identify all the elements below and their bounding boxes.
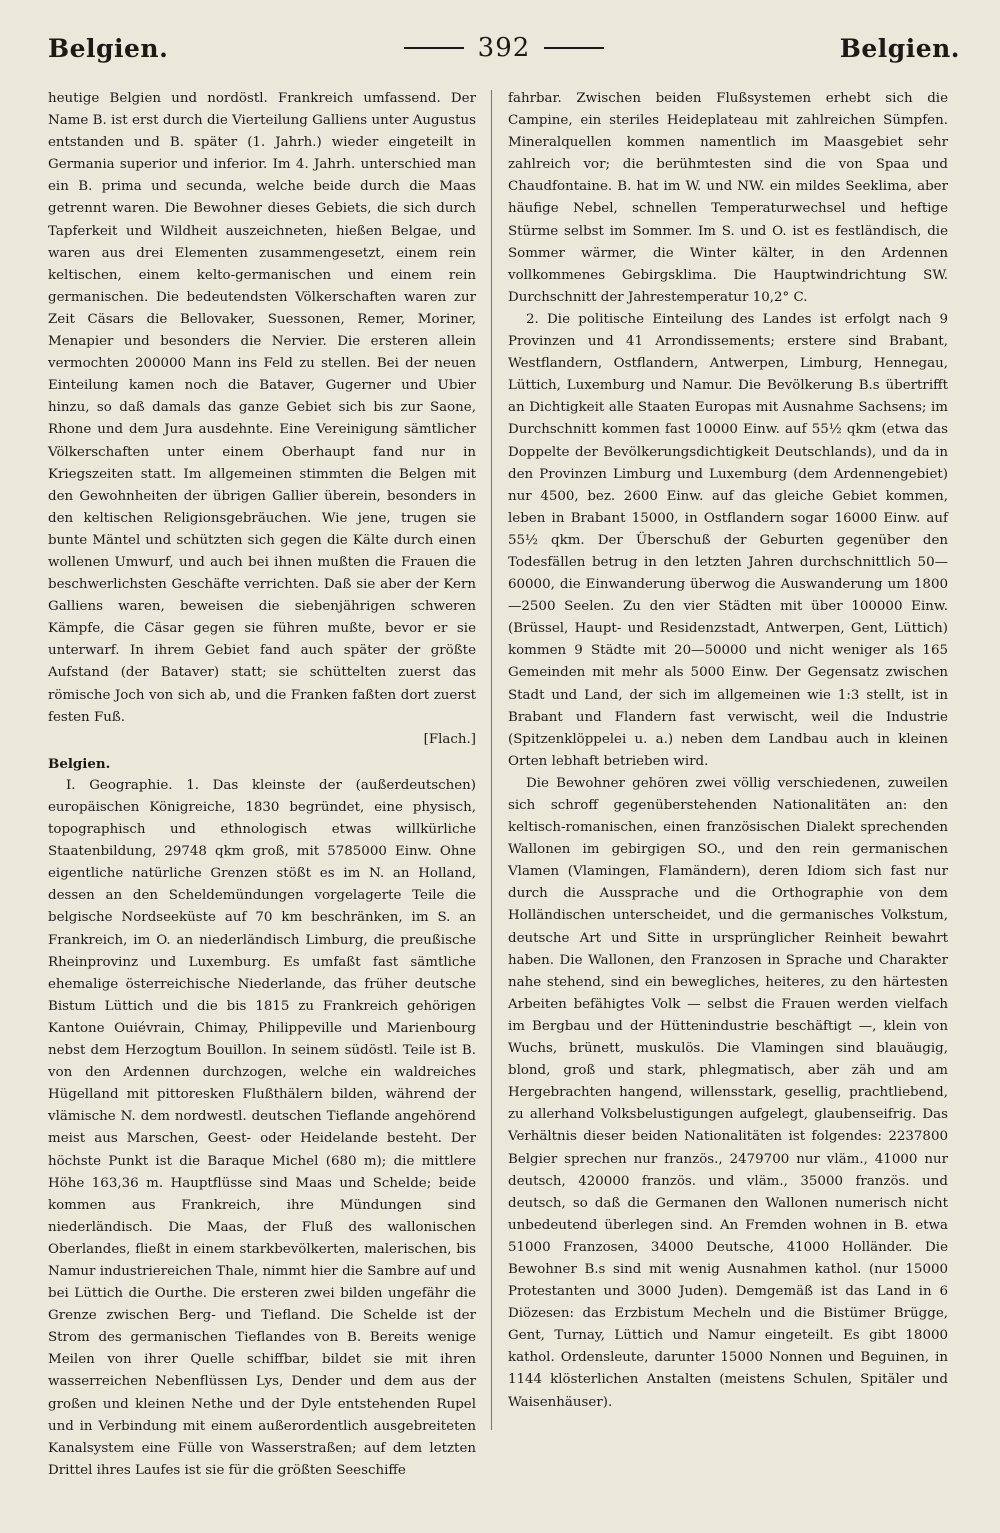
running-header	[48, 28, 960, 68]
page-number: 392	[477, 33, 531, 63]
author-signature: [Flach.]	[423, 731, 476, 747]
header-title-left: Belgien.	[48, 33, 169, 63]
page-number-block	[404, 33, 605, 63]
left-column	[48, 88, 476, 1482]
header-rule-right	[544, 47, 604, 49]
left-paragraph-2: I. Geographie. 1. Das kleinste der (außerdeutschen) europäischen Königreiche, 1830 begründet, eine physisch, topographisch und ethnologisch etwas willkürliche Staatenbildung, 29748 qkm groß, mit 5785000 Einw. Ohne eigentliche natürliche Grenzen stößt es im N. an Holland, dessen an den Scheldemündungen vorgelagerte Teile die belgische Nordseeküste auf 70 km beschränken, im S. an Frankreich, im O. an niederländisch Limburg, die preußische Rheinprovinz und Luxemburg. Es umfaßt fast sämtliche ehemalige österreichische Niederlande, das früher deutsche Bistum Lüttich und die bis 1815 zu Frankreich gehörigen Kantone Ouiévrain, Chimay, Philippeville und Marienbourg nebst dem Herzogtum Bouillon. In seinem südöstl. Teile ist B. von den Ardennen durchzogen, welche ein waldreiches Hügelland mit pittoresken Flußthälern bilden, während der vlämische N. dem nordwestl. deutschen Tieflande angehörend meist aus Marschen, Geest- oder Heidelande besteht. Der höchste Punkt ist die Baraque Michel (680 m); die mittlere Höhe 163,36 m. Hauptflüsse sind Maas und Schelde; beide kommen aus Frankreich, ihre Mündungen sind niederländisch. Die Maas, der Fluß des wallonischen Oberlandes, fließt in einem starkbevölkerten, malerischen, bis Namur industriereichen Thale, nimmt hier die Sambre auf und bei Lüttich die Ourthe. Die ersteren zwei bilden ungefähr die Grenze zwischen Berg- und Tiefland. Die Schelde ist der Strom des germanischen Tieflandes von B. Bereits wenige Meilen von ihrer Quelle schiffbar, bildet sie mit ihren wasserreichen Nebenflüssen Lys, Dender und dem aus der großen und kleinen Nethe und der Dyle entstehenden Rupel und in Verbindung mit einem außerordentlich ausgebreiteten Kanalsystem eine Fülle von Wasserstraßen; auf dem letzten Drittel ihres Laufes ist sie für die größten Seeschiffe	[48, 777, 476, 1478]
right-paragraph-2: 2. Die politische Einteilung des Landes ist erfolgt nach 9 Provinzen und 41 Arrondissements; erstere sind Brabant, Westflandern, Ostflandern, Antwerpen, Limburg, Hennegau, Lüttich, Luxemburg und Namur. Die Bevölkerung B.s übertrifft an Dichtigkeit alle Staaten Europas mit Ausnahme Sachsens; im Durchschnitt kommen fast 10000 Einw. auf 55½ qkm (etwa das Doppelte der Bevölkerungsdichtigkeit Deutschlands), und da in den Provinzen Limburg und Luxemburg (dem Ardennengebiet) nur 4500, bez. 2600 Einw. auf das gleiche Gebiet kommen, leben in Brabant 15000, in Ostflandern sogar 16000 Einw. auf 55½ qkm. Der Überschuß der Geburten gegenüber den Todesfällen betrug in den letzten Jahren durchschnittlich 50—60000, die Einwanderung überwog die Auswanderung um 1800—2500 Seelen. Zu den vier Städten mit über 100000 Einw. (Brüssel, Haupt- und Residenzstadt, Antwerpen, Gent, Lüttich) kommen 9 Städte mit 20—50000 und nicht weniger als 165 Gemeinden mit mehr als 5000 Einw. Der Gegensatz zwischen Stadt und Land, der sich im allgemeinen wie 1:3 stellt, ist in Brabant und Flandern fast verwischt, weil die Industrie (Spitzenklöppelei u. a.) neben dem Landbau auch in kleinen Orten lebhaft betrieben wird.	[508, 311, 948, 769]
right-paragraph-1: fahrbar. Zwischen beiden Flußsystemen erhebt sich die Campine, ein steriles Heideplateau mit zahlreichen Sümpfen. Mineralquellen kommen namentlich im Maasgebiet sehr zahlreich vor; die berühmtesten sind die von Spaa und Chaudfontaine. B. hat im W. und NW. ein mildes Seeklima, aber häufige Nebel, schnellen Temperaturwechsel und heftige Stürme selbst im Sommer. Im S. und O. ist es festländisch, die Sommer wärmer, die Winter kälter, in den Ardennen vollkommenes Gebirgsklima. Die Hauptwindrichtung SW. Durchschnitt der Jahrestemperatur 10,2° C.	[508, 91, 948, 305]
column-divider	[491, 90, 492, 1430]
left-paragraph-1: heutige Belgien und nordöstl. Frankreich umfassend. Der Name B. ist erst durch die Vierteilung Galliens unter Augustus entstanden und B. später (1. Jahrh.) wieder eingeteilt in Germania superior und inferior. Im 4. Jahrh. unterschied man ein B. prima und secunda, welche beide durch die Maas getrennt waren. Die Bewohner dieses Gebiets, die sich durch Tapferkeit und Wildheit auszeichneten, hießen Belgae, und waren aus drei Elementen zusammengesetzt, einem rein keltischen, einem kelto-germanischen und einem rein germanischen. Die bedeutendsten Völkerschaften waren zur Zeit Cäsars die Bellovaker, Suessonen, Remer, Moriner, Menapier und besonders die Nervier. Die ersteren allein vermochten 200000 Mann ins Feld zu stellen. Bei der neuen Einteilung kamen noch die Bataver, Gugerner und Ubier hinzu, so daß damals das ganze Gebiet sich bis zur Saone, Rhone und dem Jura ausdehnte. Eine Vereinigung sämtlicher Völkerschaften unter einem Oberhaupt fand nur in Kriegszeiten statt. Im allgemeinen stimmten die Belgen mit den Gewohnheiten der übrigen Gallier überein, besonders in den keltischen Religionsgebräuchen. Wie jene, trugen sie bunte Mäntel und schützten sich gegen die Kälte durch einen wollenen Umwurf, und auch bei ihnen mußten die Frauen die beschwerlichsten Geschäfte verrichten. Daß sie aber der Kern Galliens waren, beweisen die siebenjährigen schweren Kämpfe, die Cäsar gegen sie führen mußte, bevor er sie unterwarf. In ihrem Gebiet fand auch später der größte Aufstand (der Bataver) statt; sie schüttelten zuerst das römische Joch von sich ab, und die Franken faßten dort zuerst festen Fuß.	[48, 91, 476, 725]
right-paragraph-3: Die Bewohner gehören zwei völlig verschiedenen, zuweilen sich schroff gegenüberstehenden Nationalitäten an: den keltisch-romanischen, einen französischen Dialekt sprechenden Wallonen im gebirgigen SO., und den rein germanischen Vlamen (Vlamingen, Flamändern), deren Idiom sich fast nur durch die Aussprache und die Orthographie von dem Holländischen unterscheidet, und die germanisches Volkstum, deutsche Art und Sitte in ursprünglicher Reinheit bewahrt haben. Die Wallonen, den Franzosen in Sprache und Charakter nahe stehend, sind ein bewegliches, heiteres, zu den härtesten Arbeiten befähigtes Volk — selbst die Frauen werden vielfach im Bergbau und der Hüttenindustrie beschäftigt —, klein von Wuchs, brünett, muskulös. Die Vlamingen sind blauäugig, blond, groß und stark, phlegmatisch, aber zäh und am Hergebrachten hangend, willensstark, gesellig, prachtliebend, zu allerhand Volksbelustigungen aufgelegt, glaubenseifrig. Das Verhältnis dieser beiden Nationalitäten ist folgendes: 2237800 Belgier sprechen nur französ., 2479700 nur vläm., 41000 nur deutsch, 420000 französ. und vläm., 35000 französ. und deutsch, so daß die Germanen den Wallonen numerisch nicht unbedeutend überlegen sind. An Fremden wohnen in B. etwa 51000 Franzosen, 34000 Deutsche, 41000 Holländer. Die Bewohner B.s sind mit wenig Ausnahmen kathol. (nur 15000 Protestanten und 3000 Juden). Demgemäß ist das Land in 6 Diözesen: das Erzbistum Mecheln und die Bistümer Brügge, Gent, Turnay, Lüttich und Namur eingeteilt. Es gibt 18000 kathol. Ordensleute, darunter 15000 Nonnen und Beguinen, in 1144 klösterlichen Anstalten (meistens Schulen, Spitäler und Waisenhäuser).	[508, 775, 948, 1410]
right-column	[508, 88, 948, 1414]
section-title: Belgien.	[48, 755, 111, 772]
header-rule-left	[404, 47, 464, 49]
header-title-right: Belgien.	[839, 33, 960, 63]
